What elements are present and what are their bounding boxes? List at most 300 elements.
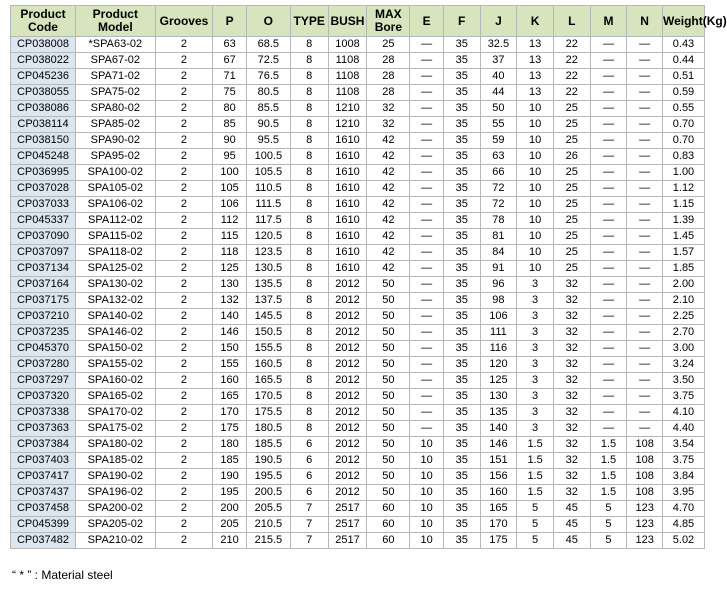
table-row <box>11 53 705 69</box>
table-cell: 111.5 <box>246 197 290 213</box>
table-cell: SPA132-02 <box>75 293 155 309</box>
table-cell: 1.5 <box>517 437 554 453</box>
product-code-cell: CP037090 <box>11 229 76 245</box>
table-cell: 7 <box>290 533 328 549</box>
table-cell: — <box>590 53 627 69</box>
table-cell: 116 <box>480 341 517 357</box>
table-cell: 185 <box>213 453 247 469</box>
table-cell: 1108 <box>328 85 367 101</box>
table-cell: 2 <box>155 533 213 549</box>
table-cell: SPA100-02 <box>75 165 155 181</box>
table-cell: 63 <box>480 149 517 165</box>
product-code-cell: CP036995 <box>11 165 76 181</box>
table-cell: SPA200-02 <box>75 501 155 517</box>
table-cell: — <box>590 69 627 85</box>
table-row <box>11 245 705 261</box>
table-cell: — <box>410 165 444 181</box>
column-header: BUSH <box>328 6 367 37</box>
table-cell: 42 <box>367 213 410 229</box>
table-cell: 8 <box>290 229 328 245</box>
table-cell: 205 <box>213 517 247 533</box>
table-cell: 2 <box>155 501 213 517</box>
table-cell: — <box>627 341 663 357</box>
table-cell: 195.5 <box>246 469 290 485</box>
table-cell: 6 <box>290 453 328 469</box>
table-cell: 210.5 <box>246 517 290 533</box>
column-header: E <box>410 6 444 37</box>
column-header: N <box>627 6 663 37</box>
table-cell: 42 <box>367 197 410 213</box>
table-cell: 5 <box>590 517 627 533</box>
column-header: MAX Bore <box>367 6 410 37</box>
table-cell: 32 <box>553 373 590 389</box>
table-body <box>11 37 705 549</box>
table-cell: 105.5 <box>246 165 290 181</box>
table-cell: 8 <box>290 53 328 69</box>
table-cell: 8 <box>290 261 328 277</box>
table-cell: 0.59 <box>662 85 704 101</box>
table-cell: — <box>627 101 663 117</box>
table-row <box>11 213 705 229</box>
table-row <box>11 373 705 389</box>
table-cell: 8 <box>290 293 328 309</box>
table-cell: — <box>627 133 663 149</box>
table-cell: 180 <box>213 437 247 453</box>
table-cell: 156 <box>480 469 517 485</box>
table-cell: 2 <box>155 133 213 149</box>
table-cell: 2.25 <box>662 309 704 325</box>
table-cell: 110.5 <box>246 181 290 197</box>
table-cell: — <box>627 389 663 405</box>
table-cell: 8 <box>290 37 328 53</box>
table-cell: 2517 <box>328 533 367 549</box>
table-cell: 8 <box>290 309 328 325</box>
table-cell: 0.70 <box>662 117 704 133</box>
table-cell: 155 <box>213 357 247 373</box>
table-cell: 1610 <box>328 245 367 261</box>
table-cell: 10 <box>517 133 554 149</box>
table-row <box>11 133 705 149</box>
table-cell: 1.5 <box>517 453 554 469</box>
table-row <box>11 421 705 437</box>
table-cell: 71 <box>213 69 247 85</box>
table-cell: 2012 <box>328 373 367 389</box>
table-cell: 3.54 <box>662 437 704 453</box>
table-cell: 106 <box>213 197 247 213</box>
table-cell: 35 <box>443 261 480 277</box>
table-cell: 75 <box>213 85 247 101</box>
table-cell: 2 <box>155 357 213 373</box>
table-cell: 8 <box>290 133 328 149</box>
table-cell: 35 <box>443 421 480 437</box>
table-cell: 2012 <box>328 453 367 469</box>
table-cell: 3 <box>517 421 554 437</box>
table-cell: — <box>590 309 627 325</box>
table-cell: 135.5 <box>246 277 290 293</box>
table-cell: 42 <box>367 165 410 181</box>
table-cell: — <box>627 373 663 389</box>
table-cell: 32 <box>553 389 590 405</box>
table-cell: — <box>590 181 627 197</box>
table-cell: 13 <box>517 37 554 53</box>
table-cell: 5 <box>590 533 627 549</box>
table-cell: 2012 <box>328 341 367 357</box>
table-cell: — <box>410 373 444 389</box>
table-cell: 2012 <box>328 437 367 453</box>
product-code-cell: CP037363 <box>11 421 76 437</box>
product-code-cell: CP045236 <box>11 69 76 85</box>
table-cell: SPA90-02 <box>75 133 155 149</box>
table-cell: 150.5 <box>246 325 290 341</box>
table-cell: 3.24 <box>662 357 704 373</box>
table-row <box>11 69 705 85</box>
table-cell: 25 <box>553 197 590 213</box>
table-cell: — <box>590 357 627 373</box>
table-cell: 115 <box>213 229 247 245</box>
table-cell: 132 <box>213 293 247 309</box>
table-cell: 2 <box>155 261 213 277</box>
table-cell: — <box>410 293 444 309</box>
table-cell: 170 <box>480 517 517 533</box>
table-cell: 2 <box>155 325 213 341</box>
table-cell: — <box>627 69 663 85</box>
table-cell: 125 <box>213 261 247 277</box>
table-cell: SPA210-02 <box>75 533 155 549</box>
table-cell: 2 <box>155 453 213 469</box>
table-cell: 50 <box>367 485 410 501</box>
table-cell: SPA115-02 <box>75 229 155 245</box>
table-cell: 32 <box>553 485 590 501</box>
table-cell: 3.75 <box>662 453 704 469</box>
table-cell: 50 <box>367 357 410 373</box>
table-cell: 25 <box>553 213 590 229</box>
product-code-cell: CP037320 <box>11 389 76 405</box>
table-cell: 10 <box>410 453 444 469</box>
table-cell: SPA196-02 <box>75 485 155 501</box>
product-code-cell: CP037384 <box>11 437 76 453</box>
table-cell: SPA95-02 <box>75 149 155 165</box>
table-cell: 44 <box>480 85 517 101</box>
table-row <box>11 469 705 485</box>
table-row <box>11 181 705 197</box>
table-cell: 60 <box>367 533 410 549</box>
table-cell: SPA160-02 <box>75 373 155 389</box>
table-cell: 3 <box>517 277 554 293</box>
table-cell: 35 <box>443 437 480 453</box>
table-cell: 10 <box>517 149 554 165</box>
table-cell: 2012 <box>328 277 367 293</box>
table-cell: 190.5 <box>246 453 290 469</box>
table-cell: 5 <box>517 501 554 517</box>
table-row <box>11 117 705 133</box>
product-code-cell: CP037033 <box>11 197 76 213</box>
table-cell: SPA106-02 <box>75 197 155 213</box>
table-cell: 145.5 <box>246 309 290 325</box>
table-cell: 3.95 <box>662 485 704 501</box>
column-header: Product Code <box>11 6 76 37</box>
table-cell: 50 <box>367 421 410 437</box>
table-cell: 10 <box>410 469 444 485</box>
table-cell: — <box>410 37 444 53</box>
table-cell: 25 <box>553 245 590 261</box>
table-cell: 0.70 <box>662 133 704 149</box>
table-cell: 1.00 <box>662 165 704 181</box>
table-cell: SPA140-02 <box>75 309 155 325</box>
table-cell: 10 <box>517 165 554 181</box>
table-cell: 35 <box>443 181 480 197</box>
table-cell: 50 <box>367 293 410 309</box>
table-cell: 90.5 <box>246 117 290 133</box>
table-cell: 32 <box>367 101 410 117</box>
table-cell: 0.43 <box>662 37 704 53</box>
table-cell: 2 <box>155 53 213 69</box>
table-cell: 210 <box>213 533 247 549</box>
table-cell: 130.5 <box>246 261 290 277</box>
table-cell: — <box>627 181 663 197</box>
table-cell: 2 <box>155 341 213 357</box>
table-cell: 2012 <box>328 485 367 501</box>
table-cell: 2 <box>155 293 213 309</box>
table-cell: — <box>590 261 627 277</box>
table-cell: 35 <box>443 309 480 325</box>
table-cell: 28 <box>367 69 410 85</box>
product-code-cell: CP038055 <box>11 85 76 101</box>
table-cell: 2.70 <box>662 325 704 341</box>
table-cell: 146 <box>213 325 247 341</box>
table-cell: 3.75 <box>662 389 704 405</box>
table-cell: 45 <box>553 501 590 517</box>
table-cell: 1.39 <box>662 213 704 229</box>
table-cell: 10 <box>517 245 554 261</box>
table-cell: 1.85 <box>662 261 704 277</box>
table-cell: 32 <box>553 421 590 437</box>
table-cell: 1210 <box>328 101 367 117</box>
table-cell: — <box>410 101 444 117</box>
table-cell: 1.12 <box>662 181 704 197</box>
table-cell: 1610 <box>328 165 367 181</box>
table-cell: 1610 <box>328 213 367 229</box>
table-cell: 130 <box>213 277 247 293</box>
table-cell: 137.5 <box>246 293 290 309</box>
table-cell: 200 <box>213 501 247 517</box>
table-cell: — <box>590 245 627 261</box>
table-cell: 2 <box>155 101 213 117</box>
table-cell: — <box>410 325 444 341</box>
table-cell: 1.5 <box>590 469 627 485</box>
table-cell: 111 <box>480 325 517 341</box>
table-cell: 185.5 <box>246 437 290 453</box>
table-cell: 35 <box>443 293 480 309</box>
table-cell: 5 <box>517 533 554 549</box>
table-cell: — <box>627 117 663 133</box>
table-cell: 35 <box>443 277 480 293</box>
table-cell: SPA175-02 <box>75 421 155 437</box>
table-row <box>11 485 705 501</box>
table-cell: 50 <box>367 277 410 293</box>
table-cell: 112 <box>213 213 247 229</box>
table-row <box>11 229 705 245</box>
table-cell: 28 <box>367 85 410 101</box>
table-cell: 91 <box>480 261 517 277</box>
table-cell: 2012 <box>328 309 367 325</box>
table-cell: 1.45 <box>662 229 704 245</box>
table-cell: 10 <box>410 533 444 549</box>
table-cell: 151 <box>480 453 517 469</box>
table-cell: 50 <box>367 437 410 453</box>
table-cell: 2012 <box>328 405 367 421</box>
table-cell: 125 <box>480 373 517 389</box>
column-header: O <box>246 6 290 37</box>
table-cell: — <box>590 213 627 229</box>
table-cell: 0.55 <box>662 101 704 117</box>
header-row <box>11 6 705 37</box>
table-cell: 1.5 <box>590 485 627 501</box>
table-cell: — <box>410 53 444 69</box>
table-cell: 118 <box>213 245 247 261</box>
table-cell: 190 <box>213 469 247 485</box>
table-cell: 2012 <box>328 469 367 485</box>
table-cell: 10 <box>517 181 554 197</box>
table-cell: 8 <box>290 149 328 165</box>
column-header: L <box>553 6 590 37</box>
table-cell: — <box>627 165 663 181</box>
table-cell: 72.5 <box>246 53 290 69</box>
table-cell: 2 <box>155 149 213 165</box>
table-cell: 7 <box>290 517 328 533</box>
table-cell: 32 <box>553 309 590 325</box>
table-cell: 5 <box>517 517 554 533</box>
table-cell: 7 <box>290 501 328 517</box>
table-cell: 8 <box>290 421 328 437</box>
table-cell: 35 <box>443 101 480 117</box>
table-cell: 50 <box>367 325 410 341</box>
table-cell: SPA75-02 <box>75 85 155 101</box>
table-cell: 35 <box>443 469 480 485</box>
table-cell: 2517 <box>328 501 367 517</box>
table-cell: 6 <box>290 469 328 485</box>
table-row <box>11 277 705 293</box>
table-cell: 95.5 <box>246 133 290 149</box>
table-cell: 2012 <box>328 293 367 309</box>
table-cell: — <box>410 357 444 373</box>
table-cell: — <box>410 229 444 245</box>
table-cell: 35 <box>443 245 480 261</box>
product-code-cell: CP045248 <box>11 149 76 165</box>
product-code-cell: CP037175 <box>11 293 76 309</box>
table-cell: 13 <box>517 85 554 101</box>
table-cell: 123 <box>627 501 663 517</box>
column-header: Product Model <box>75 6 155 37</box>
table-cell: — <box>410 261 444 277</box>
table-cell: 8 <box>290 69 328 85</box>
table-cell: — <box>410 309 444 325</box>
table-cell: 35 <box>443 229 480 245</box>
table-cell: 1.5 <box>590 437 627 453</box>
product-code-cell: CP037417 <box>11 469 76 485</box>
table-cell: 35 <box>443 389 480 405</box>
table-cell: 165 <box>213 389 247 405</box>
table-cell: SPA71-02 <box>75 69 155 85</box>
table-cell: 25 <box>553 165 590 181</box>
table-cell: 10 <box>410 501 444 517</box>
table-cell: 32 <box>367 117 410 133</box>
table-cell: 42 <box>367 229 410 245</box>
table-cell: 76.5 <box>246 69 290 85</box>
table-cell: 1610 <box>328 149 367 165</box>
table-cell: 81 <box>480 229 517 245</box>
table-cell: 165 <box>480 501 517 517</box>
product-code-cell: CP045399 <box>11 517 76 533</box>
table-cell: 175 <box>213 421 247 437</box>
table-cell: — <box>590 101 627 117</box>
table-cell: 80 <box>213 101 247 117</box>
table-cell: — <box>410 421 444 437</box>
table-cell: — <box>410 245 444 261</box>
table-cell: 2 <box>155 469 213 485</box>
table-cell: — <box>627 85 663 101</box>
product-code-cell: CP037437 <box>11 485 76 501</box>
table-cell: 3 <box>517 389 554 405</box>
table-cell: 25 <box>553 229 590 245</box>
table-row <box>11 501 705 517</box>
table-cell: — <box>590 325 627 341</box>
table-cell: 10 <box>410 485 444 501</box>
table-cell: 1.5 <box>517 485 554 501</box>
table-cell: 55 <box>480 117 517 133</box>
column-header: F <box>443 6 480 37</box>
table-cell: 6 <box>290 485 328 501</box>
table-cell: 35 <box>443 357 480 373</box>
table-cell: 96 <box>480 277 517 293</box>
table-cell: 8 <box>290 117 328 133</box>
table-cell: 108 <box>627 485 663 501</box>
table-cell: 2 <box>155 309 213 325</box>
table-cell: 35 <box>443 485 480 501</box>
table-cell: SPA125-02 <box>75 261 155 277</box>
table-cell: 2012 <box>328 325 367 341</box>
table-cell: 42 <box>367 245 410 261</box>
table-cell: 170 <box>213 405 247 421</box>
table-cell: 50 <box>367 341 410 357</box>
table-cell: 72 <box>480 181 517 197</box>
table-cell: SPA85-02 <box>75 117 155 133</box>
table-cell: 32 <box>553 437 590 453</box>
table-cell: 90 <box>213 133 247 149</box>
table-row <box>11 309 705 325</box>
table-row <box>11 85 705 101</box>
table-cell: 1.5 <box>590 453 627 469</box>
table-cell: 59 <box>480 133 517 149</box>
table-cell: — <box>627 325 663 341</box>
table-row <box>11 389 705 405</box>
product-code-cell: CP037458 <box>11 501 76 517</box>
table-cell: SPA130-02 <box>75 277 155 293</box>
table-cell: 2 <box>155 85 213 101</box>
table-cell: — <box>410 149 444 165</box>
table-cell: 35 <box>443 53 480 69</box>
table-cell: SPA165-02 <box>75 389 155 405</box>
product-code-cell: CP037280 <box>11 357 76 373</box>
table-cell: 2 <box>155 197 213 213</box>
table-cell: 135 <box>480 405 517 421</box>
table-cell: 1.5 <box>517 469 554 485</box>
table-cell: SPA105-02 <box>75 181 155 197</box>
table-cell: 50 <box>367 389 410 405</box>
table-cell: 1610 <box>328 197 367 213</box>
table-row <box>11 453 705 469</box>
product-code-cell: CP037097 <box>11 245 76 261</box>
table-cell: 8 <box>290 373 328 389</box>
